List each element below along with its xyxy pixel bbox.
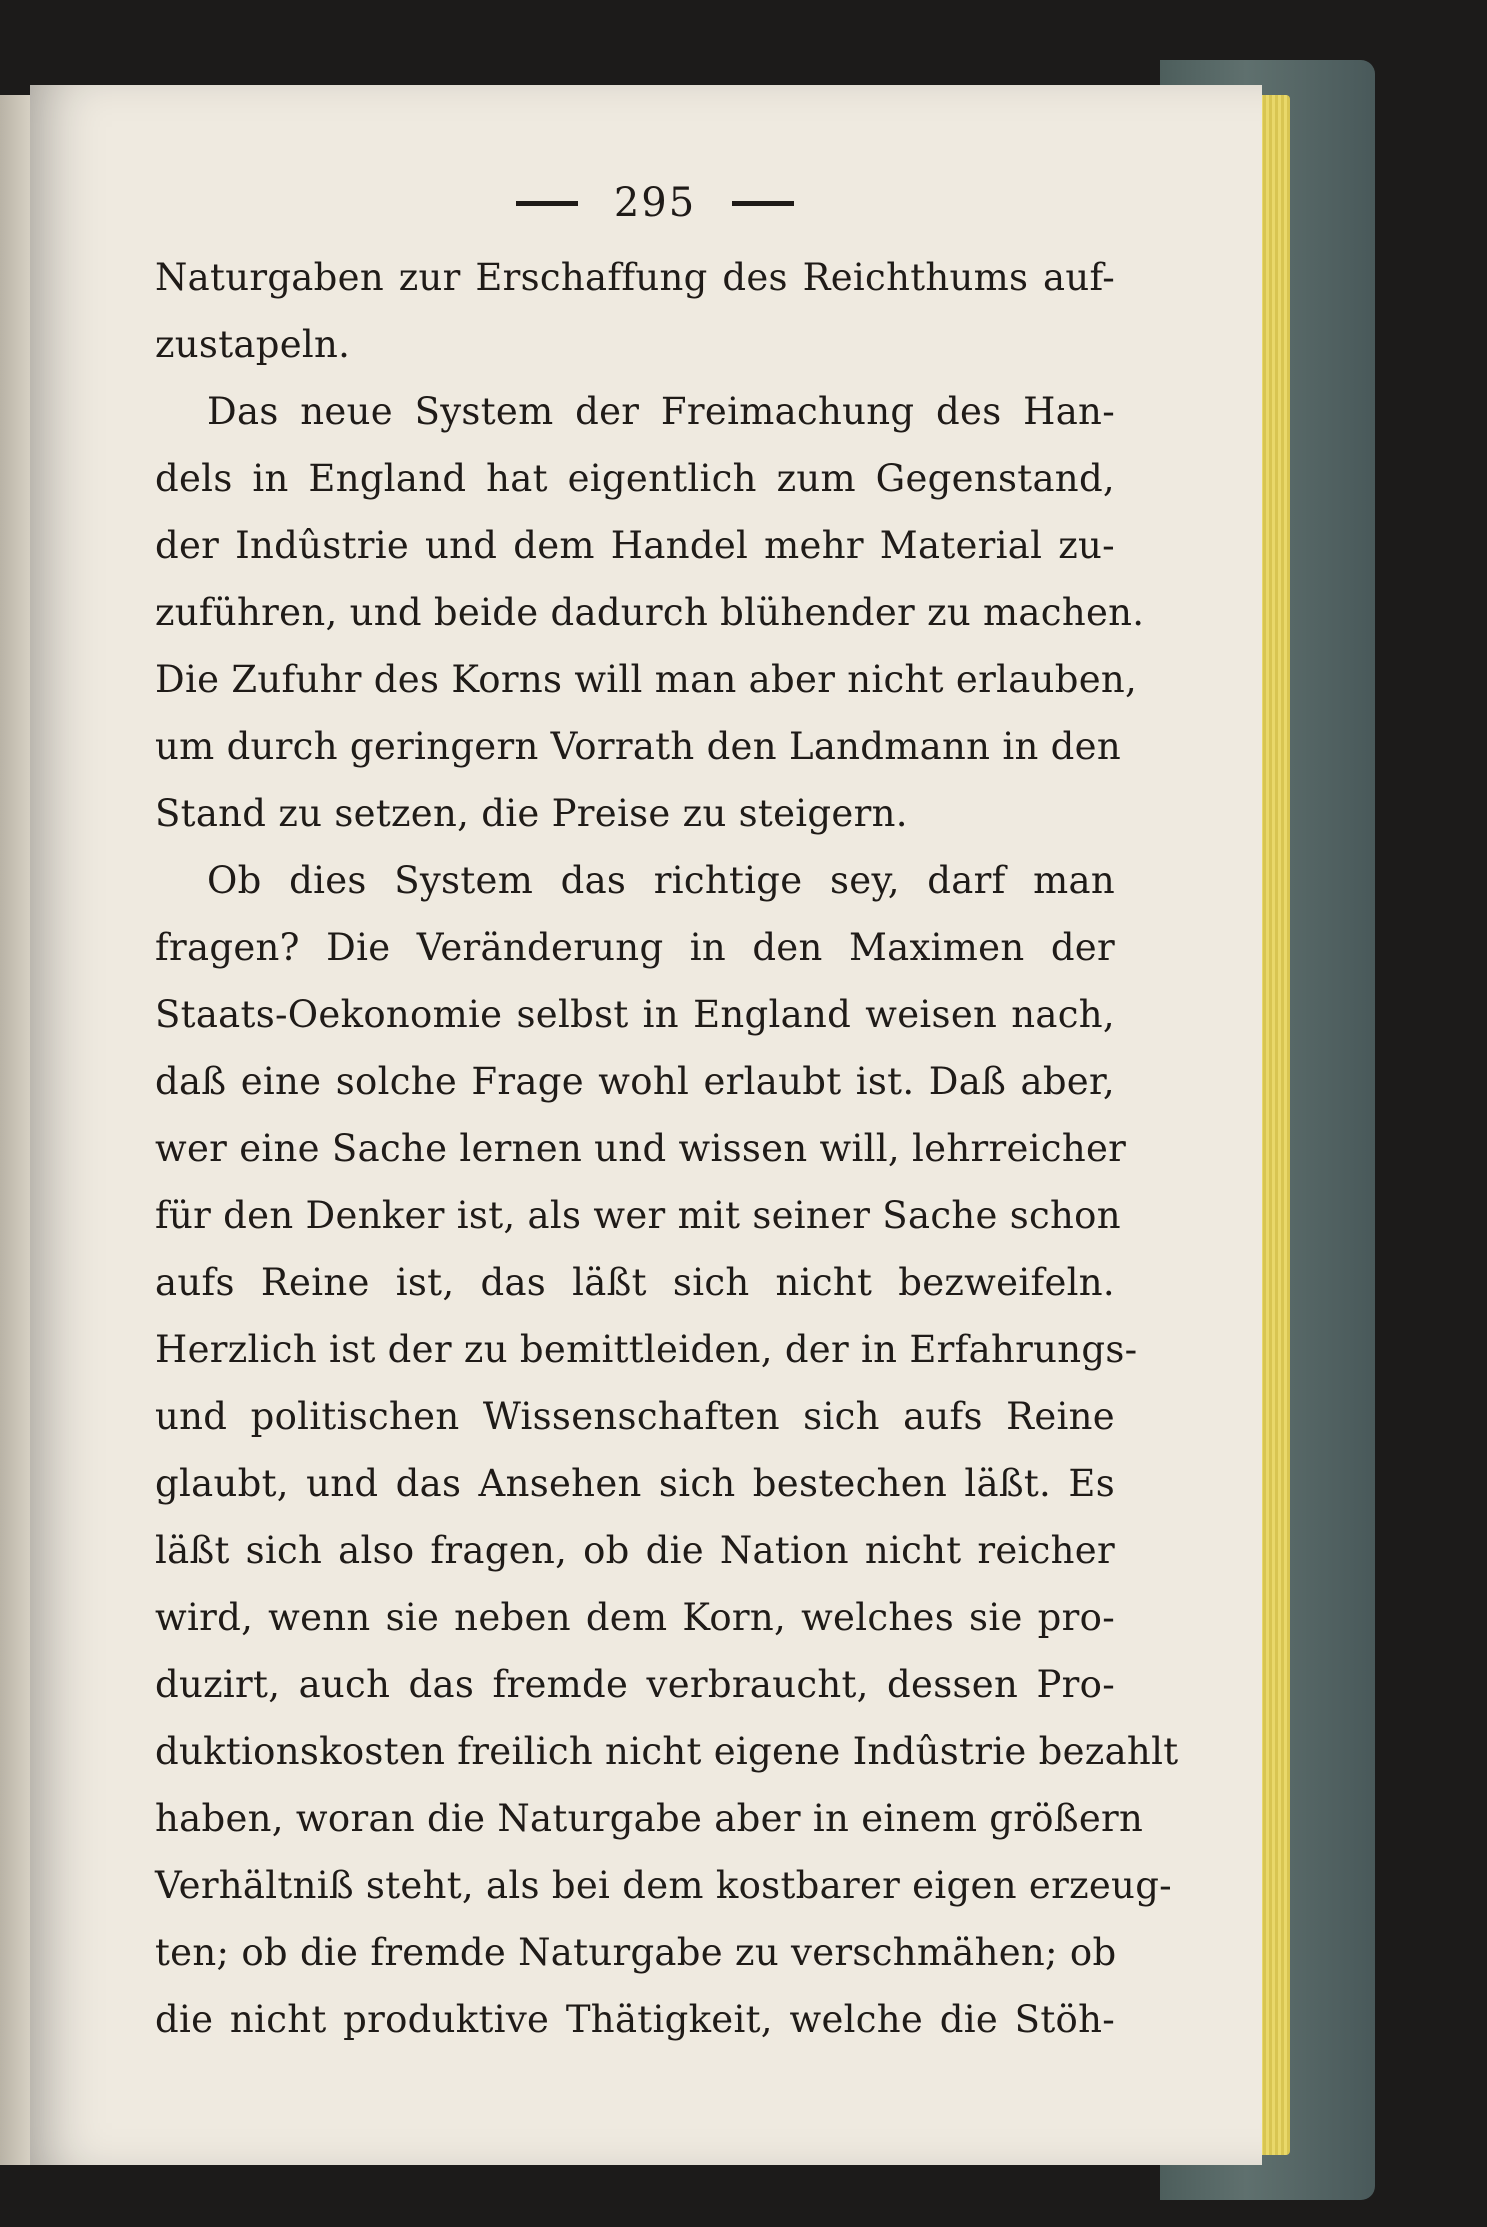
- text-line: haben, woran die Naturgabe aber in einem größern: [155, 1797, 1144, 1840]
- text-line: zustapeln.: [155, 323, 351, 366]
- text-line: Stand zu setzen, die Preise zu steigern.: [155, 792, 908, 835]
- text-line: um durch geringern Vorrath den Landmann in den: [155, 725, 1121, 768]
- text-line: duktionskosten freilich nicht eigene Indûstrie bezahlt: [155, 1730, 1179, 1773]
- text-line: der Indûstrie und dem Handel mehr Material zu-: [155, 524, 1115, 567]
- text-line: die nicht produktive Thätigkeit, welche die Stöh-: [155, 1998, 1115, 2041]
- text-line: zuführen, und beide dadurch blühender zu machen.: [155, 591, 1145, 634]
- text-line: Das neue System der Freimachung des Han-: [207, 390, 1115, 433]
- text-line: wird, wenn sie neben dem Korn, welches sie pro-: [155, 1596, 1115, 1639]
- body-text: [155, 244, 1179, 2053]
- page-number: 295: [613, 180, 697, 226]
- header-dash-right: [732, 201, 794, 206]
- text-line: Naturgaben zur Erschaffung des Reichthums auf-: [155, 256, 1115, 299]
- text-line: Herzlich ist der zu bemittleiden, der in Erfahrungs-: [155, 1328, 1138, 1371]
- text-line: duzirt, auch das fremde verbraucht, dessen Pro-: [155, 1663, 1115, 1706]
- text-line: ten; ob die fremde Naturgabe zu verschmähen; ob: [155, 1931, 1117, 1974]
- text-line: fragen? Die Veränderung in den Maximen der: [155, 926, 1115, 969]
- text-line: daß eine solche Frage wohl erlaubt ist. Daß aber,: [155, 1060, 1115, 1103]
- page-header: [195, 180, 1115, 226]
- text-line: Ob dies System das richtige sey, darf man: [207, 859, 1115, 902]
- page-content: [155, 180, 1179, 2053]
- text-line: glaubt, und das Ansehen sich bestechen läßt. Es: [155, 1462, 1115, 1505]
- text-line: Verhältniß steht, als bei dem kostbarer eigen erzeug-: [155, 1864, 1172, 1907]
- book-page: [30, 85, 1262, 2165]
- header-dash-left: [516, 201, 578, 206]
- text-line: Staats-Oekonomie selbst in England weisen nach,: [155, 993, 1115, 1036]
- text-line: Die Zufuhr des Korns will man aber nicht erlauben,: [155, 658, 1138, 701]
- text-line: läßt sich also fragen, ob die Nation nicht reicher: [155, 1529, 1115, 1572]
- text-line: für den Denker ist, als wer mit seiner Sache schon: [155, 1194, 1121, 1237]
- text-line: wer eine Sache lernen und wissen will, lehrreicher: [155, 1127, 1127, 1170]
- text-line: und politischen Wissenschaften sich aufs Reine: [155, 1395, 1115, 1438]
- text-line: aufs Reine ist, das läßt sich nicht bezweifeln.: [155, 1261, 1115, 1304]
- text-line: dels in England hat eigentlich zum Gegenstand,: [155, 457, 1115, 500]
